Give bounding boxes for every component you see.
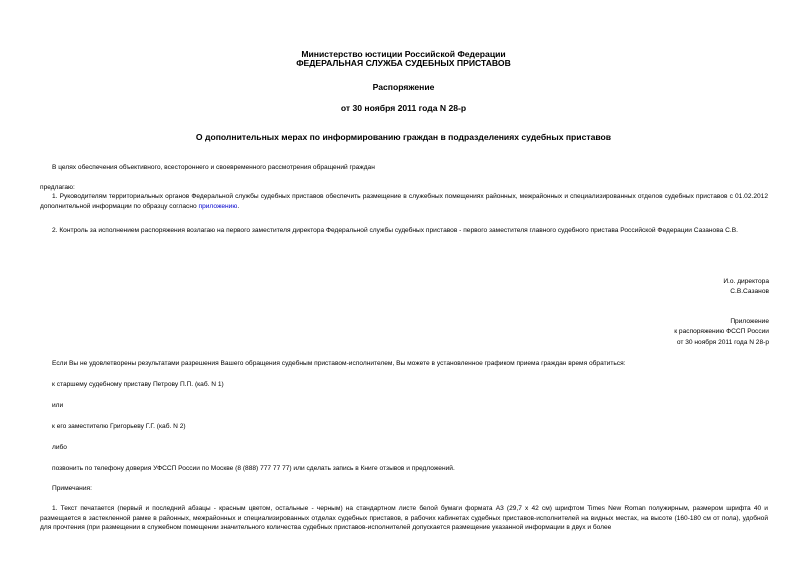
appendix-link[interactable]: приложению [198,202,238,210]
ministry-heading: Министерство юстиции Российской Федерации [301,49,506,59]
senior-bailiff-line: к старшему судебному приставу Петрову П.П. (каб. N 1) [52,381,224,388]
deputy-line: к его заместителю Григорьеву Г.Г. (каб. N 2) [52,423,186,430]
service-heading: ФЕДЕРАЛЬНАЯ СЛУЖБА СУДЕБНЫХ ПРИСТАВОВ [296,58,511,68]
item-1-end: . [237,202,240,210]
signature-name: С.В.Сазанов [730,288,769,295]
notes-label: Примечания: [52,485,92,492]
document-title: О дополнительных мерах по информированию граждан в подразделениях судебных приставов [195,132,612,142]
signature-position: И.о. директора [723,278,769,285]
intro-paragraph: В целях обеспечения объективного, всестороннего и своевременного рассмотрения обращений граждан [52,164,375,171]
document-date: от 30 ноября 2011 года N 28-р [340,103,467,113]
note-1-paragraph: 1. Текст печатается (первый и последний абзацы - красным цветом, остальные - черным) на стандартном листе белой бумаги формата А3 (29,7 х 42 см) шрифтом Times New Roman полужирным, размером шрифта 40 и размещается в застекленной рамке в районных, межрайонных и специализированных отделах судебных приставов, в рабочих кабинетах судебных приставов-исполнителей на видных местах, на высоте (160-180 см от пола), удобной для прочтения (при размещении в служебном помещении значительного количества судебных приставов-исполнителей допускается размещение указанной информации в двух и более [40,505,768,532]
or-label-1: или [52,402,64,409]
item-1-paragraph [40,192,768,211]
propose-label: предлагаю: [40,184,75,191]
appendix-paragraph-1: Если Вы не удовлетворены результатами разрешения Вашего обращения судебным приставом-исполнителем, Вы можете в установленное графиком приема граждан время обратиться: [52,360,626,367]
appendix-reference: к распоряжению ФССП России [674,328,769,335]
or-label-2: либо [52,444,67,451]
item-1-text: 1. Руководителям территориальных органов Федеральной службы судебных приставов обеспечить размещение в служебных помещениях районных, межрайонных и специализированных отделов судебных приставов с 01.02.2012 дополнительной информации по образцу согласно [40,193,768,210]
appendix-label: Приложение [730,318,769,325]
item-2-paragraph: 2. Контроль за исполнением распоряжения возлагаю на первого заместителя директора Федеральной службы судебных приставов - первого заместителя главного судебного пристава Российской Федерации Сазанова С.В. [52,227,738,234]
phone-line: позвонить по телефону доверия УФССП России по Москве (8 (888) 777 77 77) или сделать запись в Книге отзывов и предложений. [52,465,455,472]
appendix-date: от 30 ноября 2011 года N 28-р [676,339,769,346]
document-type: Распоряжение [372,82,435,92]
